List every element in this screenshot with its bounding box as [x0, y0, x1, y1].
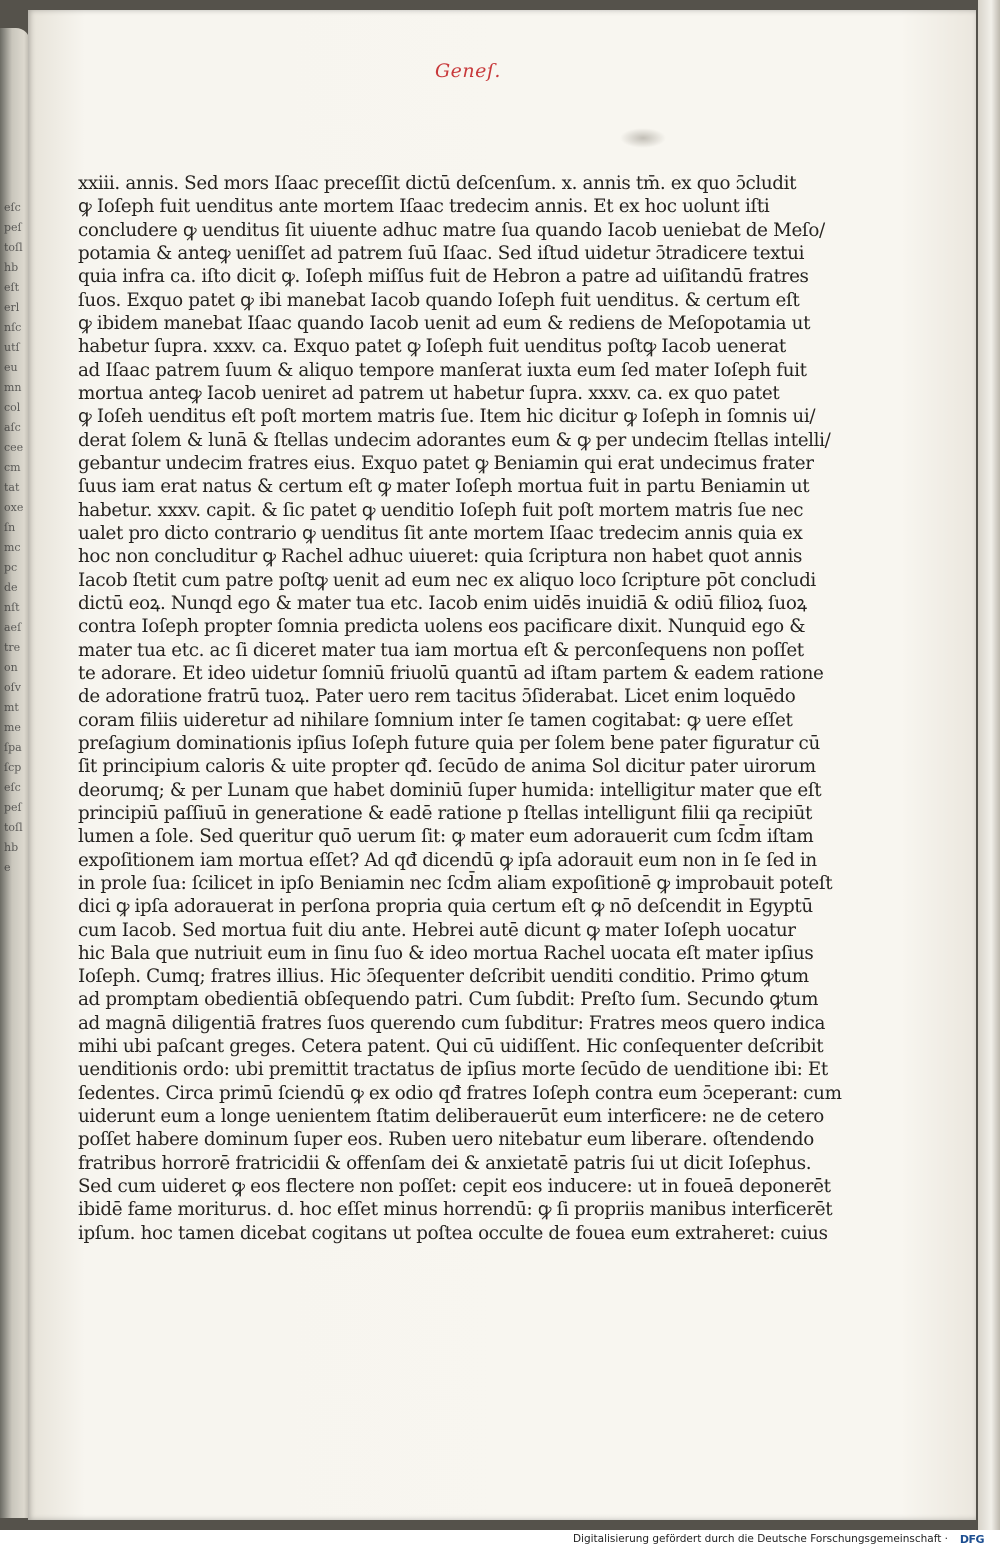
ink-smudge: [620, 128, 666, 148]
text-line: hoc non concluditur ꝙ Rachel adhuc uiueret: quia ſcriptura non habet quot annis: [78, 546, 802, 568]
running-header: Geneſ.: [435, 60, 501, 82]
text-line: ipſum. hoc tamen dicebat cogitans ut poſtea occulte de fouea eum extraheret: cuius: [78, 1222, 828, 1244]
text-line: dictū eoꝝ. Nunqd ego & mater tua etc. Iacob enim uidēs inuidiā & odiū filioꝝ ſuoꝝ: [78, 592, 807, 614]
text-line: ad Iſaac patrem ſuum & aliquo tempore manſerat iuxta eum ſed mater Ioſeph fuit: [78, 359, 807, 381]
text-line: ſedentes. Circa primū ſciendū ꝙ ex odio qđ fratres Ioſeph contra eum ɔ̄ceperant: cum: [78, 1082, 842, 1104]
text-line: expoſitionem iam mortua eſſet? Ad qđ dicendū ꝙ ipſa adorauit eum non in ſe ſed in: [78, 849, 817, 871]
page-body-text: [78, 172, 842, 1245]
digitization-footer: [0, 1530, 1000, 1551]
text-line: deorumq; & per Lunam que habet dominiū ſuper humida: intelligitur mater que eſt: [78, 779, 822, 801]
text-line: Sed cum uideret ꝙ eos flectere non poſſet: cepit eos inducere: ut in foueā deponerēt: [78, 1176, 831, 1198]
text-line: quia infra ca. iſto dicit ꝙ. Ioſeph miſſus fuit de Hebron a patre ad uiſitandū fratres: [78, 266, 809, 288]
text-line: potamia & anteꝙ ueniſſet ad patrem ſuū Iſaac. Sed iſtud uidetur ɔ̄tradicere textui: [78, 242, 805, 264]
text-line: ualet pro dicto contrario ꝙ uenditus ſit ante mortem Iſaac tredecim annis quia ex: [78, 522, 803, 544]
text-line: xxiii. annis. Sed mors Iſaac preceſſit dictū deſcenſum. x. annis tm̄. ex quo ɔ̄cludit: [78, 173, 797, 194]
facing-page-edge: [0, 28, 30, 1518]
dfg-logo: DFG: [959, 1533, 985, 1546]
text-line: habetur. xxxv. capit. & ſic patet ꝙ uenditio Ioſeph fuit poſt mortem matris ſue nec: [78, 499, 804, 521]
text-line: coram filiis uideretur ad nihilare ſomnium inter ſe tamen cogitabat: ꝙ uere eſſet: [78, 709, 793, 731]
text-line: derat ſolem & lunā & ſtellas undecim adorantes eum & ꝙ per undecim ſtellas intelli/: [78, 429, 831, 451]
text-line: cum Iacob. Sed mortua fuit diu ante. Hebrei autē dicunt ꝙ mater Ioſeph uocatur: [78, 919, 796, 941]
text-line: Ioſeph. Cumq; fratres illius. Hic ɔ̄ſequenter deſcribit uenditi conditio. Primo ꝙtum: [78, 966, 809, 988]
text-line: contra Ioſeph propter ſomnia predicta uolens eos pacificare dixit. Nunquid ego &: [78, 616, 806, 638]
text-line: mater tua etc. ac ſi diceret mater tua iam mortua eſt & perconſequens non poſſet: [78, 639, 804, 661]
book-page: [28, 10, 976, 1520]
page-fore-edge: [978, 0, 1000, 1530]
text-line: habetur ſupra. xxxv. ca. Exquo patet ꝙ Ioſeph fuit uenditus poſtꝙ Iacob uenerat: [78, 336, 786, 358]
funding-credit: Digitalisierung gefördert durch die Deutsche Forschungsgemeinschaft ·: [572, 1533, 948, 1545]
text-line: mihi ubi paſcant greges. Cetera patent. Qui cū uidiſſent. Hic conſequenter deſcribit: [78, 1036, 824, 1058]
text-line: preſagium dominationis ipſius Ioſeph future quia per ſolem bene pater figuratur cū: [78, 732, 820, 754]
facing-page-glyphs: eſcpeſtoſlhbeſterlnſcutſeumncolaſcceecmtatoxeſnmcpcdenſtaeſtreonoſvmtmeſpaſcpeſcpeſtoſlhbe: [4, 201, 24, 874]
text-line: mortua anteꝙ Iacob ueniret ad patrem ut habetur ſupra. xxxv. ca. ex quo patet: [78, 382, 780, 404]
text-line: de adoratione fratrū tuoꝝ. Pater uero rem tacitus ɔ̄ſiderabat. Licet enim loquēdo: [78, 686, 796, 708]
text-line: ꝙ Ioſeh uenditus eſt poſt mortem matris ſue. Item hic dicitur ꝙ Ioſeph in ſomnis ui/: [78, 406, 816, 428]
text-line: principiū paſſiuū in generatione & eadē ratione p ſtellas intelligunt filii qa recipiūt: [78, 802, 812, 824]
text-line: ſit principium caloris & uite propter qđ. ſecūdo de anima Sol dicitur pater uirorum: [78, 756, 816, 778]
text-line: hic Bala que nutriuit eum in ſinu ſuo & ideo mortua Rachel uocata eſt mater ipſius: [78, 942, 814, 964]
text-line: concludere ꝙ uenditus ſit uiuente adhuc matre ſua quando Iacob ueniebat de Meſo/: [78, 219, 825, 241]
text-line: in prole ſua: ſcilicet in ipſo Beniamin nec ſcd̄m aliam expoſitionē ꝙ improbauit poteſt: [78, 872, 833, 894]
text-line: ad magnā diligentiā fratres ſuos querendo cum ſubditur: Fratres meos quero indica: [78, 1012, 826, 1034]
text-line: te adorare. Et ideo uidetur ſomniū friuolū quantū ad iſtam partem & eadem ratione: [78, 662, 824, 684]
text-line: ſuos. Exquo patet ꝙ ibi manebat Iacob quando Ioſeph fuit uenditus. & certum eſt: [78, 289, 800, 311]
text-line: Iacob ſtetit cum patre poſtꝙ uenit ad eum nec ex aliquo loco ſcripture pōt concludi: [78, 569, 816, 591]
text-line: ꝙ Ioſeph fuit uenditus ante mortem Iſaac tredecim annis. Et ex hoc uolunt iſti: [78, 196, 770, 218]
text-line: fratribus horrorē fratricidii & offenſam dei & anxietatē patris ſui ut dicit Ioſephus.: [78, 1152, 812, 1174]
text-line: ibidē fame moriturus. d. hoc eſſet minus horrendū: ꝙ ſi propriis manibus interficerēt: [78, 1199, 833, 1221]
text-line: ad promptam obedientiā obſequendo patri. Cum ſubdit: Preſto ſum. Secundo ꝙtum: [78, 989, 819, 1011]
text-line: dici ꝙ ipſa adorauerat in perſona propria quia certum eſt ꝙ nō deſcendit in Egyptū: [78, 896, 813, 918]
text-line: uenditionis ordo: ubi premittit tractatus de ipſius morte ſecūdo de uenditione ibi: Et: [78, 1059, 828, 1081]
text-line: ſuus iam erat natus & certum eſt ꝙ mater Ioſeph mortua fuit in partu Beniamin ut: [78, 476, 810, 498]
text-line: lumen a ſole. Sed queritur quō uerum ſit: ꝙ mater eum adorauerit cum ſcd̄m iſtam: [78, 826, 814, 848]
text-line: ꝙ ibidem manebat Iſaac quando Iacob uenit ad eum & rediens de Meſopotamia ut: [78, 312, 811, 334]
text-line: uiderunt eum a longe uenientem ſtatim deliberauerūt eum interficere: ne de cetero: [78, 1106, 824, 1128]
text-line: poſſet habere dominum ſuper eos. Ruben uero nitebatur eum liberare. oſtendendo: [78, 1129, 814, 1151]
text-line: gebantur undecim fratres eius. Exquo patet ꝙ Beniamin qui erat undecimus frater: [78, 452, 814, 474]
